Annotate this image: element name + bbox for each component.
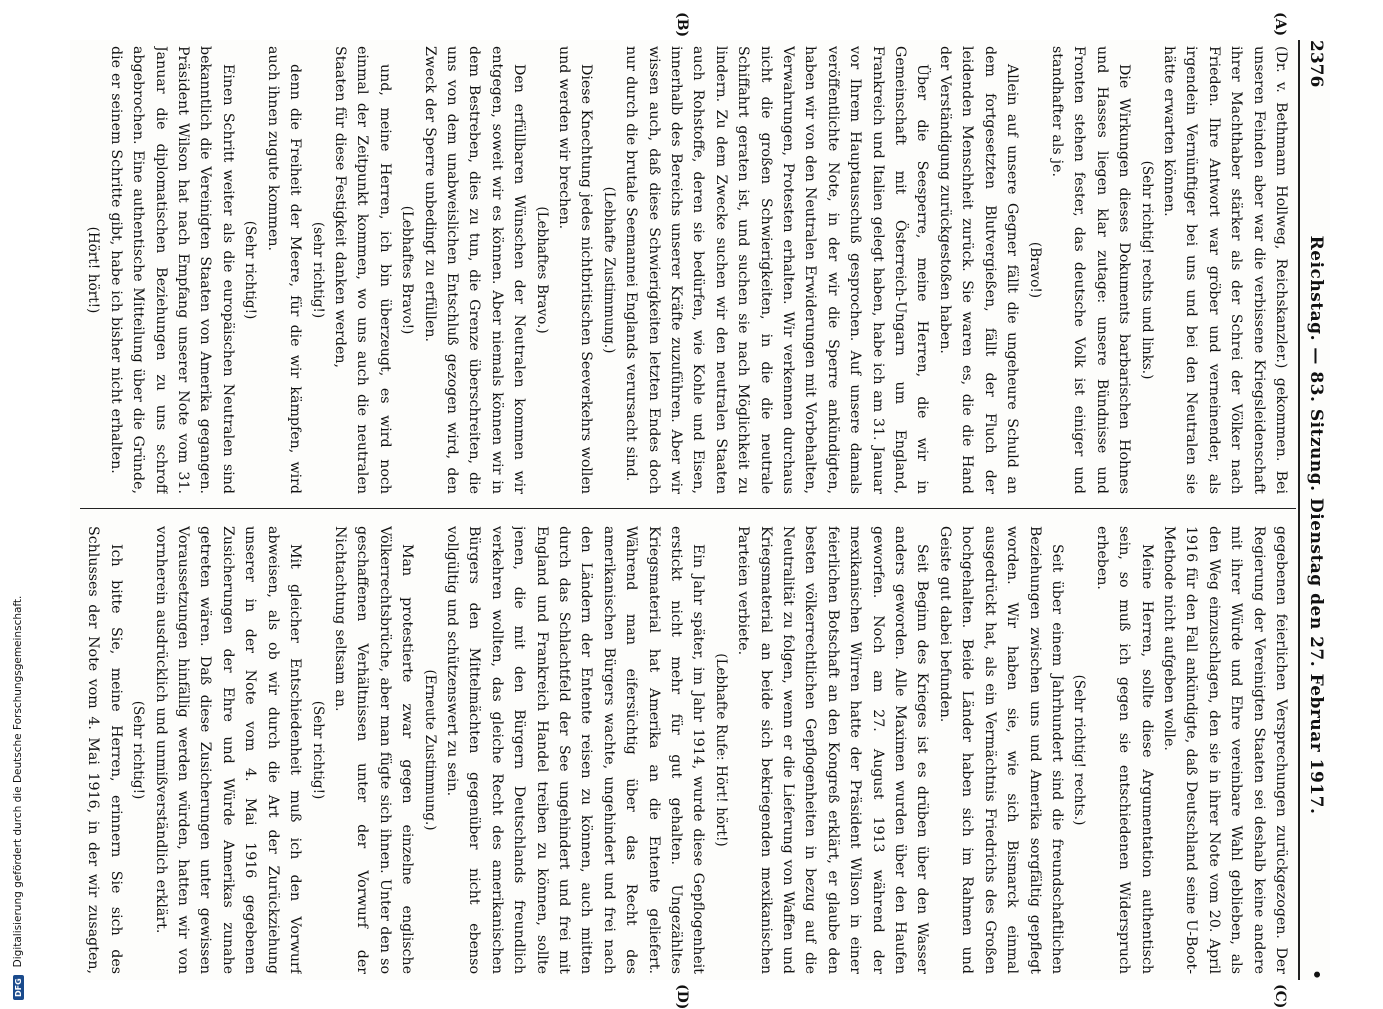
page-header [1302, 40, 1330, 980]
interjection: (Bravo!) [1026, 241, 1043, 299]
column-divider [80, 508, 1296, 509]
interjection: (Lebhaftes Bravo.) [533, 206, 550, 334]
paragraph [80, 46, 82, 494]
interjection: (Sehr richtig!) [309, 700, 326, 800]
interjection: (Sehr richtig!) [130, 700, 147, 800]
paragraph: Man protestierte zwar gegen einzelne englische Völkerrechtsbrüche, aber man fügte sich ihnen. Unter den so geschaffenen Verhältnissen unter der Vorwurf der Nichtachtung seltsam an. [331, 526, 416, 974]
paragraph: Allein auf unsere Gegner fällt die ungeheure Schuld an dem fortgesetzten Blutvergießen, fällt der Fluch der leidenden Menschheit zurück. Sie waren es, die die Hand der Verständigung zurückgestoßen haben. [936, 46, 1021, 494]
left-text-column [80, 46, 1292, 494]
paragraph: Mit gleicher Entschiedenheit muß ich den Vorwurf abweisen, als ob wir durch die Art der Zurückziehung unserer in der Note vom 4. Mai 1916 gegebenen Zusicherungen der Ehre und Würde Amerikas zunahe getreten wären. Daß diese Zusicherungen unter gewissen Voraussetzungen hinfällig werden würden, hatten wir von vornherein ausdrücklich und unmißverständlich erklärt. [152, 526, 304, 974]
paragraph: denn die Freiheit der Meere, für die wir kämpfen, wird auch ihnen zugute kommen. [264, 46, 304, 494]
margin-letter-c: (C) [1272, 984, 1288, 1009]
header-dot: • [1306, 969, 1326, 980]
interjection: (sehr richtig!) [309, 221, 326, 319]
right-text-column [80, 526, 1292, 974]
interjection: (Lebhaftes Bravo!) [399, 205, 416, 335]
rotated-document-page [70, 12, 1330, 1009]
margin-letter-a: (A) [1272, 12, 1288, 37]
paragraph: Seit Beginn des Krieges ist es drüben über den Wasser anders geworden. Alle Maximen wurden über den Haufen geworfen. Noch am 27. August 1913 während der mexikanischen Wirren hatte der Präsident Wilson in einer feierlichen Botschaft an den Kongreß erklärt, er glaube den besten völkerrechtlichen Gepflogenheiten in bezug auf die Neutralität zu folgen, wenn er die Lieferung von Waffen und Kriegsmaterial an beide sich bekriegenden mexikanischen Parteien verbiete. [735, 526, 931, 974]
interjection: (Sehr richtig! rechts.) [1071, 674, 1088, 826]
paragraph: Seit über einem Jahrhundert sind die freundschaftlichen Beziehungen zwischen uns und Amerika sorgfältig gepflegt worden. Wir haben sie, wie sich Bismarck einmal ausgedrückt hat, als ein Vermächtnis Friedrichs des Großen hochgehalten. Beide Länder haben sich im Rahmen und Geiste gut dabei befunden. [936, 526, 1065, 974]
interjection: (Lebhafte Rufe: Hört! hört!) [712, 653, 729, 847]
digitization-credit [8, 0, 28, 1000]
paragraph: gegebenen feierlichen Versprechungen zurückgezogen. Der Regierung der Vereinigten Staaten sei deshalb keine andere mit ihrer Würde und Ehre vereinbare Wahl geblieben, als den Weg einzuschlagen, den sie in ihrer Note vom 20. April 1916 für den Fall ankündigte, daß Deutschland seine U-Boot-Methode nicht aufgeben wolle. [1160, 526, 1289, 974]
paragraph: (Dr. v. Bethmann Hollweg, Reichskanzler.) gekommen. Bei unseren Feinden aber war die verbissene Kriegsleidenschaft ihrer Machthaber stärker als der Schrei der Völker nach Frieden. Ihre Antwort war gröber und verneinender, als irgendein Vernünftiger bei uns und bei den Neutralen sie hätte erwarten können. [1160, 46, 1289, 494]
credit-text: Digitalisierung gefördert durch die Deutsche Forschungsgemeinschaft. [12, 595, 24, 968]
paragraph: Den erfüllbaren Wünschen der Neutralen kommen wir entgegen, soweit wir es können. Aber niemals können wir in dem Bestreben, dies zu tun, die Grenze überschreiten, die uns von dem unabweislichen Entschluß gezogen wird, den Zweck der Sperre unbedingt zu erfüllen. [421, 46, 528, 494]
margin-letter-d: (D) [674, 984, 690, 1009]
paragraph: Die Wirkungen dieses Dokuments barbarischen Hohnes und Hasses liegen klar zutage: unsere Bündnisse und Fronten stehen fester, das deutsche Volk ist einiger und standhafter als je. [1048, 46, 1133, 494]
paragraph: Einen Schritt weiter als die europäischen Neutralen sind bekanntlich die Vereinigten Staaten von Amerika gegangen. Präsident Wilson hat nach Empfang unserer Note vom 31. Januar die diplomatischen Beziehungen zu uns schroff abgebrochen. Eine authentische Mitteilung über die Gründe, die er seinem Schritte gibt, habe ich bisher nicht erhalten. [107, 46, 236, 494]
interjection: (Sehr richtig! rechts und links.) [1138, 160, 1155, 380]
interjection: (Sehr richtig!) [242, 220, 259, 320]
paragraph: Diese Knechtung jedes nichtbritischen Seeverkehrs wollen und werden wir brechen. [556, 46, 595, 494]
header-rule [1298, 40, 1300, 980]
page-number: 2376 [1306, 40, 1326, 88]
interjection: (Lebhafte Zustimmung.) [600, 186, 617, 354]
margin-letter-b: (B) [674, 12, 690, 38]
dfg-logo: DFG [13, 975, 24, 1000]
running-title: Reichstag. — 83. Sitzung. Dienstag den 27. Februar 1917. [1306, 235, 1326, 815]
interjection: (Erneute Zustimmung.) [421, 669, 438, 831]
paragraph: Über die Seesperre, meine Herren, die wir in Gemeinschaft mit Österreich-Ungarn um England, Frankreich und Italien gelegt haben, habe ich am 31. Januar vor Ihrem Hauptausschuß gesprochen. Auf unsere damals veröffentlichte Note, in der wir die Sperre ankündigten, haben wir von den Neutralen Erwiderungen mit Vorbehalten, Verwahrungen, Protesten erhalten. Wir verkennen durchaus nicht die großen Schwierigkeiten, in die die neutrale Schiffahrt geraten ist, und suchen sie nach Möglichkeit zu lindern. Zu dem Zwecke suchen wir den neutralen Staaten auch Rohstoffe, deren sie bedürfen, wie Kohle und Eisen, innerhalb des Bereichs unserer Kräfte zuzuführen. Aber wir wissen auch, daß diese Schwierigkeiten letzten Endes doch nur durch die brutale Seemannei Englands verursacht sind. [623, 46, 931, 494]
paragraph: und, meine Herren, ich bin überzeugt, es wird noch einmal der Zeitpunkt kommen, wo uns auch die neutralen Staaten für diese Festigkeit danken werden, [331, 46, 393, 494]
interjection: (Hört! hört!) [85, 226, 102, 314]
paragraph: Ich bitte Sie, meine Herren, erinnern Sie sich des Schlusses der Note vom 4. Mai 1916, in der wir zusagten, [85, 526, 124, 974]
paragraph: Ein Jahr später, im Jahr 1914, wurde diese Gepflogenheit erstickt nicht mehr für gut gehalten. Ungezähltes Kriegsmaterial hat Amerika an die Entente geliefert. Während man eifersüchtig über das Recht des amerikanischen Bürgers wachte, ungehindert und frei nach den Ländern der Entente reisen zu können, auch mitten durch das Schlachtfeld der See ungehindert und frei mit England und Frankreich Handel treiben zu können, sollte jenen, die mit den Bürgern Deutschlands freundlich verkehren wollten, das gleiche Recht des amerikanischen Bürgers den Mittelmächten gegenüber nicht ebenso vollgültig und schützenswert zu sein. [443, 526, 707, 974]
paragraph: Meine Herren, sollte diese Argumentation authentisch sein, so muß ich gegen sie entschiedenen Widerspruch erheben. [1093, 526, 1155, 974]
